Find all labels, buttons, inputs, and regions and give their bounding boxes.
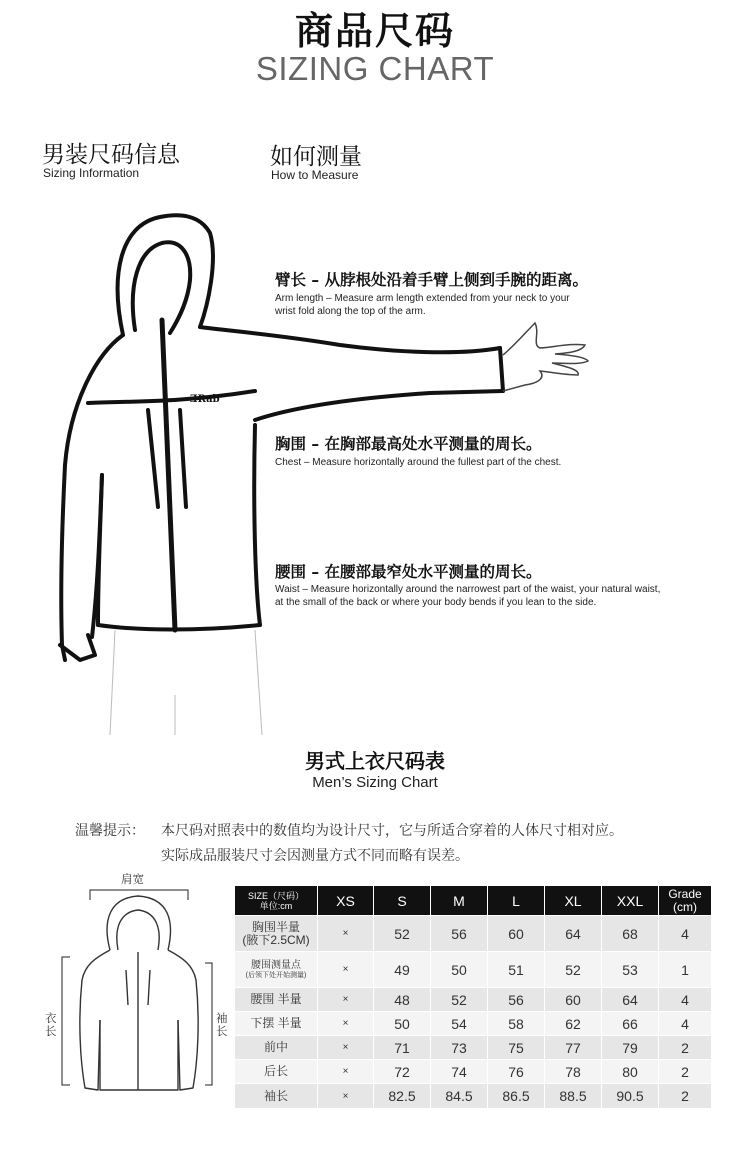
table-cell: 49 xyxy=(374,952,431,988)
length-label: 衣长 xyxy=(45,1011,57,1038)
row-label: 腰围 半量 xyxy=(235,988,318,1012)
table-cell: 64 xyxy=(545,916,602,952)
row-label xyxy=(235,952,318,988)
table-cell: 50 xyxy=(374,1012,431,1036)
page-title: 商品尺码 xyxy=(294,9,455,53)
row-label: 前中 xyxy=(235,1036,318,1060)
table-cell: 60 xyxy=(488,916,545,952)
grade-unit-text: (cm) xyxy=(673,899,697,914)
size-header-text: SIZE（尺码） xyxy=(247,890,304,901)
table-row xyxy=(235,1060,712,1084)
chart-title: 男式上衣尺码表 xyxy=(305,749,445,773)
table-row xyxy=(235,1012,712,1036)
table-cell: 88.5 xyxy=(545,1084,602,1109)
table-cell: 52 xyxy=(545,952,602,988)
table-cell: 60 xyxy=(545,988,602,1012)
table-cell: 74 xyxy=(431,1060,488,1084)
grade-cell: 4 xyxy=(659,1012,712,1036)
arm-length-cn: 臂长 – 从脖根处沿着手臂上侧到手腕的距离。 xyxy=(275,271,589,289)
shoulder-width-label: 肩宽 xyxy=(121,872,144,886)
arm-length-en-2: wrist fold along the top of the arm. xyxy=(275,306,426,317)
table-cell: 64 xyxy=(602,988,659,1012)
chest-cn: 胸围 – 在胸部最高处水平测量的周长。 xyxy=(275,435,542,453)
table-cell: 53 xyxy=(602,952,659,988)
chart-subtitle: Men’s Sizing Chart xyxy=(312,774,438,791)
table-cell: 51 xyxy=(488,952,545,988)
table-row xyxy=(235,1036,712,1060)
chest-en-1: Chest – Measure horizontally around the fullest part of the chest. xyxy=(275,457,562,468)
table-cell: 52 xyxy=(374,916,431,952)
table-row xyxy=(235,1084,712,1109)
waist-en-2: at the small of the back or where your body bends if you lean to the side. xyxy=(275,597,597,608)
measurement-diagram xyxy=(40,880,230,1105)
waist-cn: 腰围 – 在腰部最窄处水平测量的周长。 xyxy=(275,563,542,581)
grade-col-header xyxy=(659,886,712,916)
table-header-row xyxy=(235,886,712,916)
size-col-header: M xyxy=(431,886,488,916)
grade-header-text: Grade xyxy=(668,886,702,901)
table-cell: × xyxy=(318,916,374,952)
table-cell: × xyxy=(318,952,374,988)
table-cell: × xyxy=(318,988,374,1012)
row-label-line: (后领下处开始测量) xyxy=(245,971,307,979)
table-cell: 52 xyxy=(431,988,488,1012)
table-cell: × xyxy=(318,1012,374,1036)
sleeve-length-label: 袖长 xyxy=(216,1011,228,1038)
grade-cell: 4 xyxy=(659,988,712,1012)
brand-logo: ƎRab xyxy=(190,394,220,405)
note-line-1: 本尺码对照表中的数值均为设计尺寸，它与所适合穿着的人体尺寸相对应。 xyxy=(161,823,623,839)
grade-cell: 1 xyxy=(659,952,712,988)
table-cell: 76 xyxy=(488,1060,545,1084)
size-col-header: L xyxy=(488,886,545,916)
table-cell: 78 xyxy=(545,1060,602,1084)
table-cell: 82.5 xyxy=(374,1084,431,1109)
table-cell: 66 xyxy=(602,1012,659,1036)
table-cell: × xyxy=(318,1036,374,1060)
table-cell: 50 xyxy=(431,952,488,988)
size-col-header: XL xyxy=(545,886,602,916)
table-cell: 62 xyxy=(545,1012,602,1036)
row-label: 下摆 半量 xyxy=(235,1012,318,1036)
table-row xyxy=(235,916,712,952)
table-cell: × xyxy=(318,1084,374,1109)
table-cell: 77 xyxy=(545,1036,602,1060)
row-label: 后长 xyxy=(235,1060,318,1084)
row-label-line: 腰围测量点 xyxy=(251,959,301,971)
page-subtitle: SIZING CHART xyxy=(255,50,495,87)
table-cell: 54 xyxy=(431,1012,488,1036)
size-col-header: XXL xyxy=(602,886,659,916)
note-line-2: 实际成品服装尺寸会因测量方式不同而略有误差。 xyxy=(161,848,469,864)
how-to-measure-subheading: How to Measure xyxy=(271,168,359,182)
table-cell: 80 xyxy=(602,1060,659,1084)
grade-cell: 2 xyxy=(659,1060,712,1084)
row-label xyxy=(235,916,318,952)
grade-cell: 2 xyxy=(659,1084,712,1109)
row-label-line: (腋下2.5CM) xyxy=(242,932,310,947)
size-table xyxy=(234,885,712,1109)
table-row xyxy=(235,952,712,988)
arm-length-en-1: Arm length – Measure arm length extended from your neck to your xyxy=(275,293,570,304)
size-unit-header xyxy=(235,886,318,916)
table-cell: 56 xyxy=(431,916,488,952)
row-label-line: 胸围半量 xyxy=(251,919,300,934)
how-to-measure-heading: 如何测量 xyxy=(270,144,362,170)
table-cell: 86.5 xyxy=(488,1084,545,1109)
table-cell: 79 xyxy=(602,1036,659,1060)
grade-cell: 2 xyxy=(659,1036,712,1060)
unit-header-text: 单位:cm xyxy=(259,900,293,911)
table-cell: 58 xyxy=(488,1012,545,1036)
table-cell: 90.5 xyxy=(602,1084,659,1109)
table-cell: 84.5 xyxy=(431,1084,488,1109)
table-row xyxy=(235,988,712,1012)
row-label: 袖长 xyxy=(235,1084,318,1109)
sizing-info-heading: 男装尺码信息 xyxy=(42,142,180,168)
note-label: 温馨提示： xyxy=(75,823,145,839)
table-cell: 48 xyxy=(374,988,431,1012)
table-cell: 71 xyxy=(374,1036,431,1060)
table-cell: 72 xyxy=(374,1060,431,1084)
table-cell: 68 xyxy=(602,916,659,952)
grade-cell: 4 xyxy=(659,916,712,952)
table-cell: × xyxy=(318,1060,374,1084)
sizing-info-subheading: Sizing Information xyxy=(43,166,140,180)
waist-en-1: Waist – Measure horizontally around the narrowest part of the waist, your natural waist, xyxy=(275,584,661,595)
table-cell: 73 xyxy=(431,1036,488,1060)
size-col-header: S xyxy=(374,886,431,916)
table-cell: 56 xyxy=(488,988,545,1012)
size-col-header: XS xyxy=(318,886,374,916)
table-cell: 75 xyxy=(488,1036,545,1060)
